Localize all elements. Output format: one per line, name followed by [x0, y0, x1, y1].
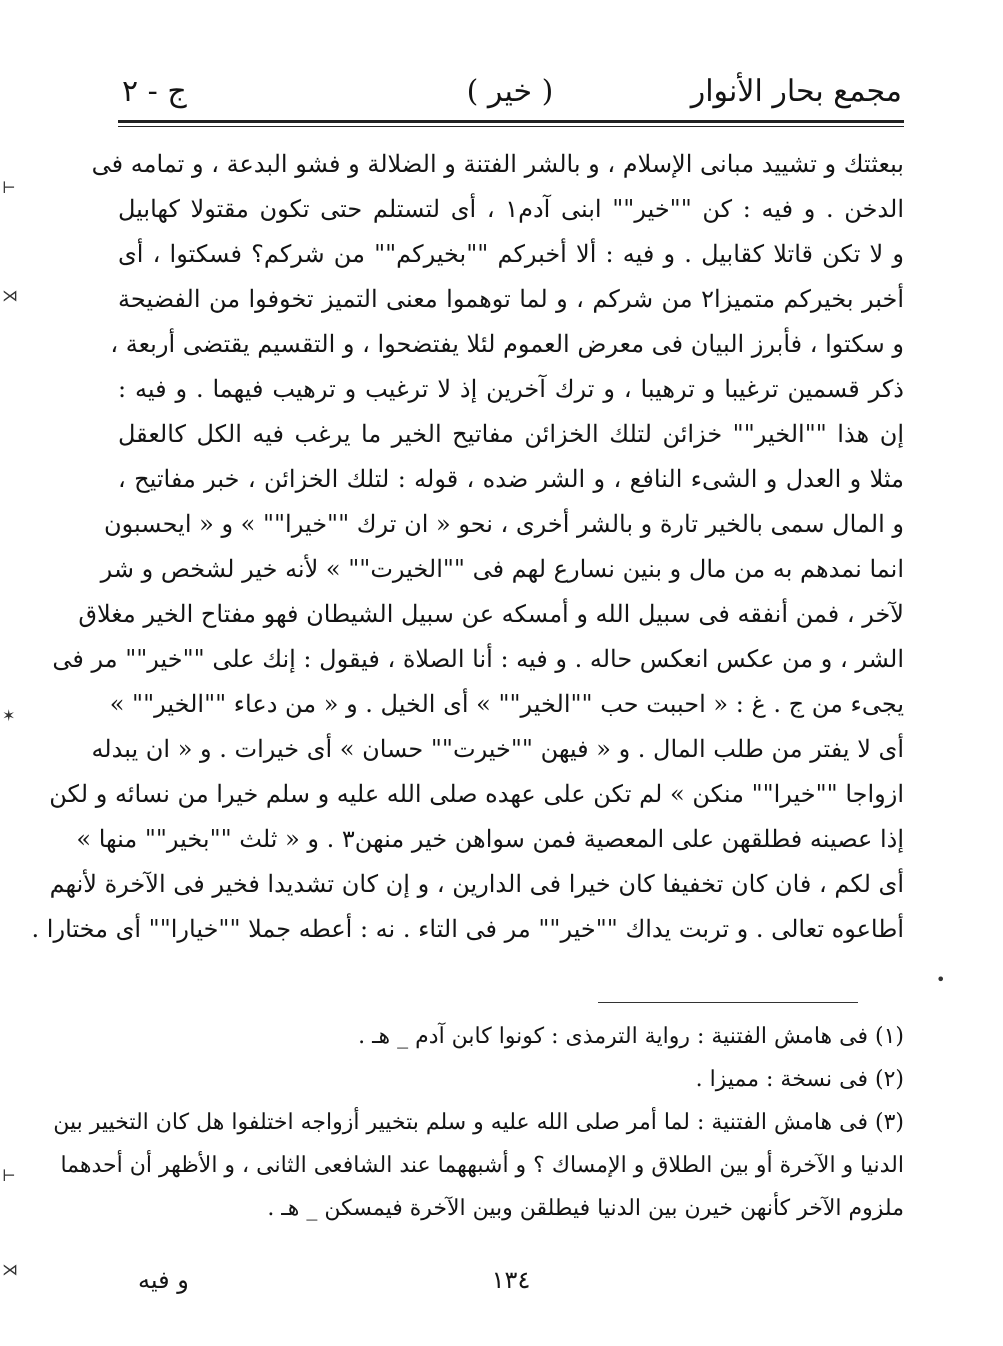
text-line: أى لا يفتر من طلب المال . و « فيهن ""خيرت"" حسان » أى خيرات . و « ان يبدله: [91, 735, 904, 763]
text-line: ازواجا ""خيرا"" منكن » لم تكن على عهده صلى الله عليه و سلم خيرا من نسائه و لكن: [49, 780, 904, 808]
text-line: لآخر ، فمن أنفقه فى سبيل الله و أمسكه عن سبيل الشيطان فهو مفتاح الخير مغلاق: [78, 600, 904, 628]
book-title: مجمع بحار الأنوار: [690, 74, 902, 109]
page-number: ١٣٤: [491, 1266, 531, 1294]
header-rule-thin: [118, 126, 904, 127]
text-line: مثلا و العدل و الشىء النافع ، و الشر ضده ، قوله : لتلك الخزائن ، خبر مفاتيح ،: [118, 465, 904, 493]
margin-mark: ⊢: [2, 178, 16, 197]
margin-mark: ⋊: [2, 286, 18, 305]
footnotes: [53, 1015, 904, 1230]
catchword: و فيه: [138, 1266, 189, 1294]
margin-dot: •: [936, 970, 946, 989]
text-line: يجىء من ج . غ : « احببت حب ""الخير"" » أى الخيل . و « من دعاء ""الخير"" »: [109, 690, 904, 718]
main-text: [31, 142, 904, 952]
text-line: أى لكم ، فان كان تخفيفا كان خيرا فى الدارين ، و إن كان تشديدا فخير فى الآخرة لأنهم: [49, 870, 904, 898]
footnote-3-cont: الدنيا و الآخرة أو بين الطلاق و الإمساك ؟ و أشبههما عند الشافعى الثانى ، و الأظهر أن أحدهما: [60, 1153, 904, 1178]
page-footer: [118, 1262, 904, 1302]
footnote-2: [118, 1058, 904, 1101]
text-line: الدخن . و فيه : كن ""خير"" ابنى آدم١ ، أى لتستلم حتى تكون مقتولا كهابيل: [118, 195, 904, 223]
header-rule-thick: [118, 120, 904, 123]
footnote-separator: [598, 1002, 858, 1003]
volume-number: ج - ٢: [122, 74, 187, 109]
text-line: إن هذا ""الخير"" خزائن لتلك الخزائن مفاتيح الخير ما يرغب فيه الكل كالعقل: [118, 420, 904, 448]
footnote-text: ملزوم الآخر كأنهن خيرن بين الدنيا فيطلقن وبين الآخرة فيمسكن _ هـ .: [267, 1196, 904, 1221]
margin-mark: ⊢: [2, 1166, 16, 1185]
text-line: و سكتوا ، فأبرز البيان فى معرض العموم لئلا يفتضحوا ، و التقسيم يقتضى أربعة ،: [110, 330, 904, 358]
text-line: و المال سمى بالخير تارة و بالشر أخرى ، نحو « ان ترك ""خيرا"" » و « ايحسبون: [103, 510, 904, 538]
footnote-text: (٢) فى نسخة : مميزا .: [695, 1067, 904, 1092]
text-line: أطاعوه تعالى . و تربت يداك ""خير"" مر فى التاء . نه : أعطه جملا ""خيارا"" أى مختارا .: [31, 915, 904, 943]
entry-word: ( خير ): [466, 74, 554, 109]
text-line: ببعثتك و تشييد مبانى الإسلام ، و بالشر الفتنة و الضلالة و فشو البدعة ، و تمامه فى: [91, 150, 904, 178]
text-line: إذا عصينه فطلقهن على المعصية فمن سواهن خير منهن٣ . و « ثلث ""بخير"" منها »: [76, 825, 904, 853]
margin-mark: ✶: [2, 706, 16, 725]
footnote-3: (٣) فى هامش الفتنية : لما أمر صلى الله عليه و سلم بتخيير أزواجه اختلفوا هل كان التخيير بين: [53, 1110, 904, 1135]
footnote-3-end: [118, 1187, 904, 1230]
footnote-1: [118, 1015, 904, 1058]
text-line: الشر ، و من عكس انعكس حاله . و فيه : أنا الصلاة ، فيقول : إنك على ""خير"" مر فى: [52, 645, 904, 673]
text-line: ذكر قسمين ترغيبا و ترهيبا ، و ترك آخرين إذ لا ترغيب و ترهيب فيهما . و فيه :: [118, 375, 904, 403]
text-line: انما نمدهم به من مال و بنين نسارع لهم فى ""الخيرت"" » لأنه خير لشخص و شر: [100, 555, 904, 583]
text-line: و لا تكن قاتلا كقابيل . و فيه : ألا أخبركم ""بخيركم"" من شركم؟ فسكتوا ، أى: [118, 240, 904, 268]
footnote-text: (١) فى هامش الفتنية : رواية الترمذى : كونوا كابن آدم _ هـ .: [358, 1024, 904, 1049]
text-line: أخبر بخيركم متميزا٢ من شركم ، و لما توهموا معنى التميز تخوفوا من الفضيحة: [118, 285, 904, 313]
page-header: [118, 70, 902, 120]
margin-mark: ⋊: [2, 1260, 18, 1279]
